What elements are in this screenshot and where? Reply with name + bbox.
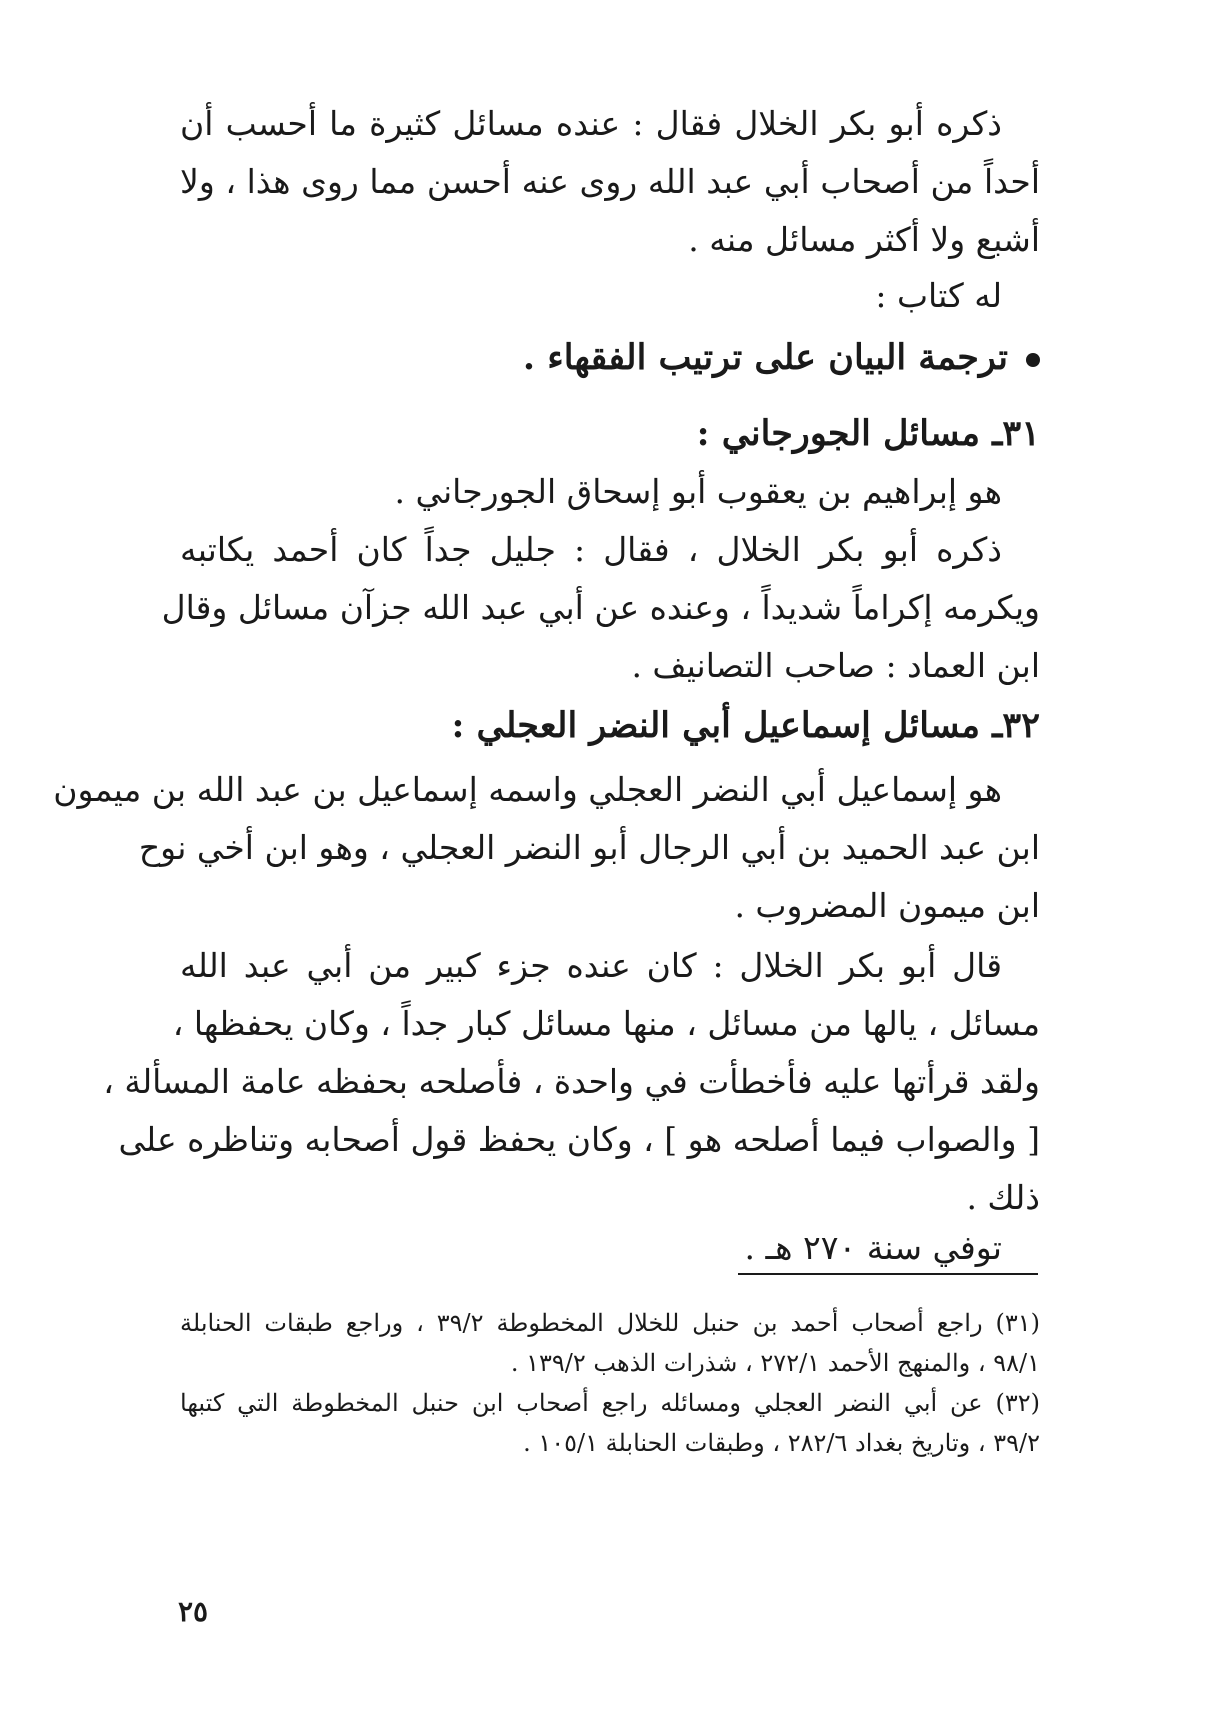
text-line: ابن العماد : صاحب التصانيف . bbox=[631, 646, 1040, 685]
text-line: مسائل ، يالها من مسائل ، منها مسائل كبار جداً ، وكان يحفظها ، bbox=[172, 1004, 1040, 1043]
bullet-dot-icon bbox=[1026, 353, 1040, 367]
book-label: له كتاب : bbox=[875, 276, 1002, 315]
footnote-separator bbox=[738, 1273, 1038, 1275]
text-line: ابن ميمون المضروب . bbox=[734, 886, 1040, 925]
main-text bbox=[53, 0, 1040, 1719]
section-heading-31: ٣١ـ مسائل الجورجاني : bbox=[696, 413, 1040, 454]
page-number: ٢٥ bbox=[178, 1595, 209, 1628]
footnote-line: ٩٨/١ ، والمنهج الأحمد ٢٧٢/١ ، شذرات الذهب ١٣٩/٢ . bbox=[510, 1349, 1040, 1377]
text-line: ولقد قرأتها عليه فأخطأت في واحدة ، فأصلحه بحفظه عامة المسألة ، bbox=[103, 1062, 1040, 1101]
section-heading-32: ٣٢ـ مسائل إسماعيل أبي النضر العجلي : bbox=[451, 705, 1040, 746]
text-line: ذكره أبو بكر الخلال فقال : عنده مسائل كثيرة ما أحسب أن bbox=[180, 104, 1002, 143]
text-line: ويكرمه إكراماً شديداً ، وعنده عن أبي عبد الله جزآن مسائل وقال bbox=[161, 588, 1040, 627]
text-line: ذلك . bbox=[966, 1178, 1040, 1217]
text-line: قال أبو بكر الخلال : كان عنده جزء كبير من أبي عبد الله bbox=[180, 946, 1002, 985]
footnote-line: (٣١) راجع أصحاب أحمد بن حنبل للخلال المخطوطة ٣٩/٢ ، وراجع طبقات الحنابلة bbox=[180, 1309, 1040, 1337]
text-line: [ والصواب فيما أصلحه هو ] ، وكان يحفظ قول أصحابه وتناظره على bbox=[118, 1120, 1040, 1159]
text-line: هو إسماعيل أبي النضر العجلي واسمه إسماعيل بن عبد الله بن ميمون bbox=[53, 770, 1002, 809]
bullet-item bbox=[523, 336, 1040, 380]
footnote-line: ٣٩/٢ ، وتاريخ بغداد ٢٨٢/٦ ، وطبقات الحنابلة ١٠٥/١ . bbox=[523, 1429, 1040, 1457]
text-line: أشبع ولا أكثر مسائل منه . bbox=[688, 220, 1040, 259]
text-line: ذكره أبو بكر الخلال ، فقال : جليل جداً كان أحمد يكاتبه bbox=[180, 530, 1002, 569]
text-line: أحداً من أصحاب أبي عبد الله روى عنه أحسن مما روى هذا ، ولا bbox=[180, 162, 1040, 201]
bullet-title: ترجمة البيان على ترتيب الفقهاء . bbox=[522, 337, 1008, 378]
footnote-line: (٣٢) عن أبي النضر العجلي ومسائله راجع أصحاب ابن حنبل المخطوطة التي كتبها bbox=[180, 1389, 1040, 1417]
death-year: توفي سنة ٢٧٠ هـ . bbox=[744, 1228, 1002, 1267]
text-line: هو إبراهيم بن يعقوب أبو إسحاق الجورجاني . bbox=[394, 472, 1002, 511]
text-line: ابن عبد الحميد بن أبي الرجال أبو النضر العجلي ، وهو ابن أخي نوح bbox=[138, 828, 1040, 867]
